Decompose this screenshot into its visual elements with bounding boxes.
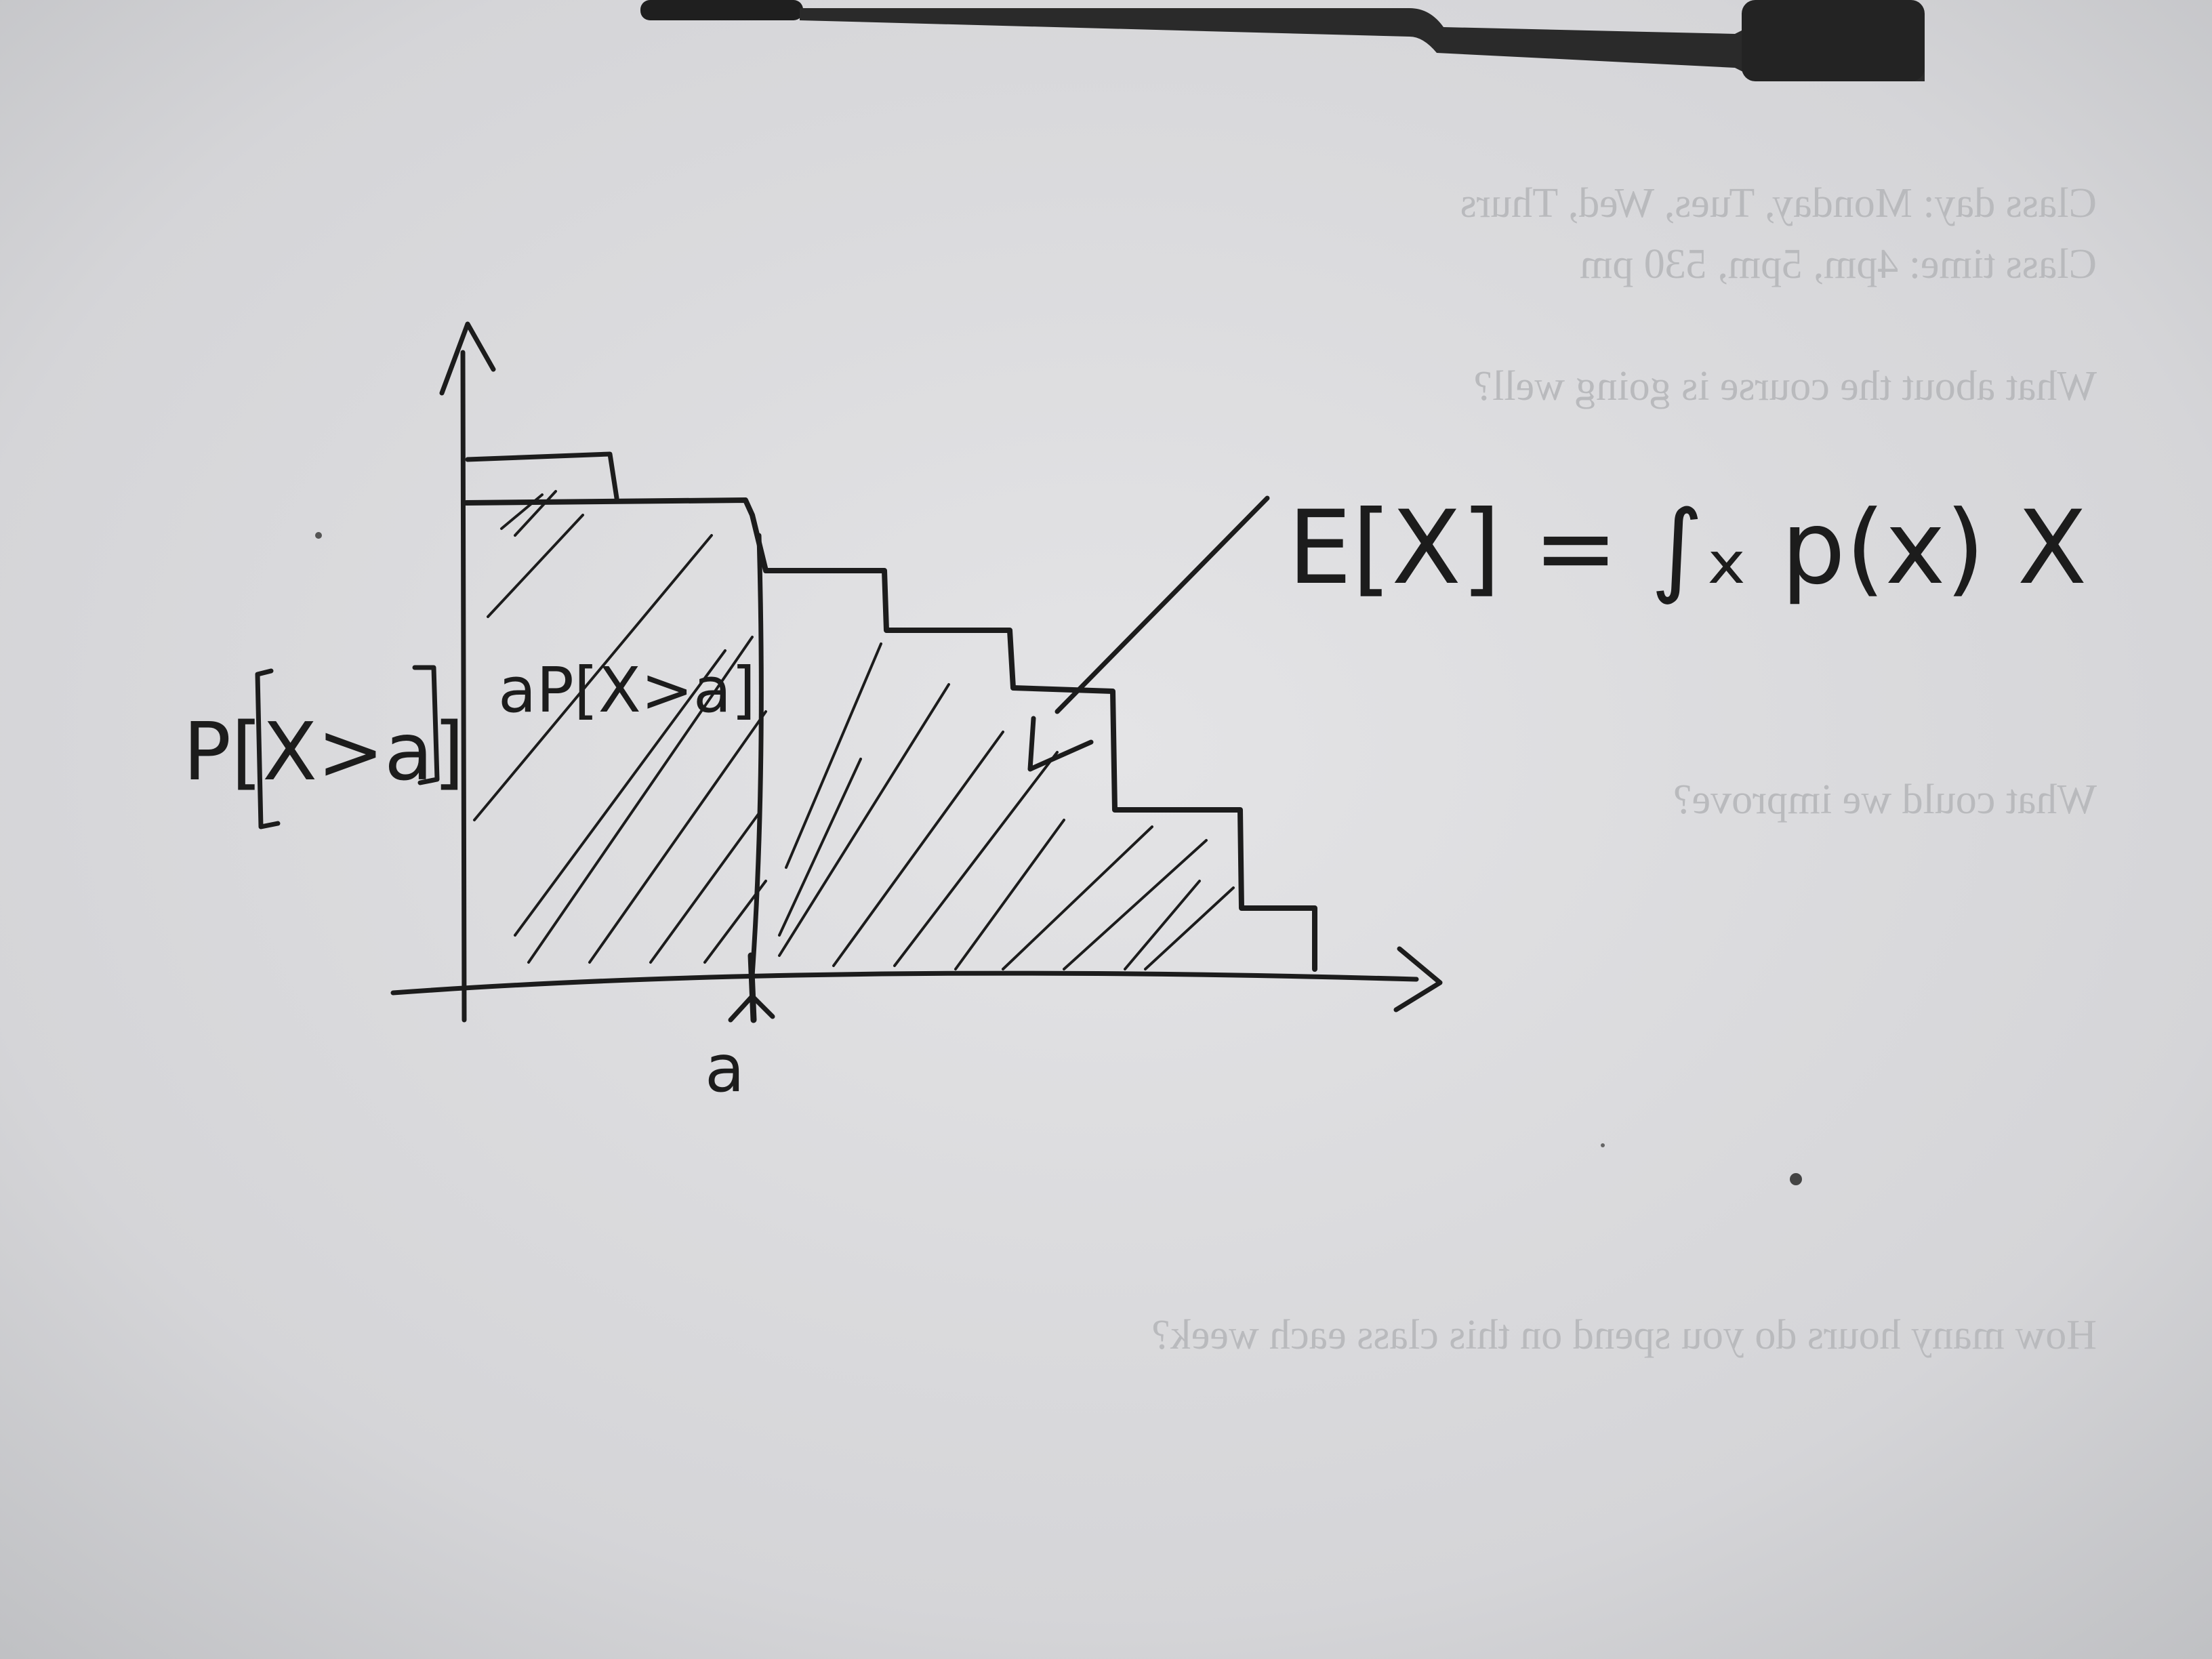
expectation-formula: E[X] = ∫ₓ p(x) X	[1288, 489, 2087, 607]
left-label: P[X>a]	[183, 705, 465, 798]
bleed-line-1: Class day: Monday, Tues, Wed, Thurs	[1460, 180, 2097, 226]
speck	[315, 532, 322, 539]
y-axis	[463, 352, 464, 1020]
bleed-line-2: Class time: 4pm, 5pm, 530 pm	[1580, 241, 2097, 287]
speck	[1601, 1143, 1605, 1147]
bleed-line-4: What could we improve?	[1673, 777, 2097, 823]
axis-tick-label: a	[705, 1031, 745, 1107]
bleed-line-3: What about the course is going well?	[1473, 363, 2097, 409]
speck	[1790, 1173, 1802, 1185]
tick-a	[751, 956, 754, 1020]
inner-label: aP[X>a]	[498, 654, 756, 726]
bleed-line-5: How many hours do you spend on this class each week?	[1151, 1312, 2097, 1358]
